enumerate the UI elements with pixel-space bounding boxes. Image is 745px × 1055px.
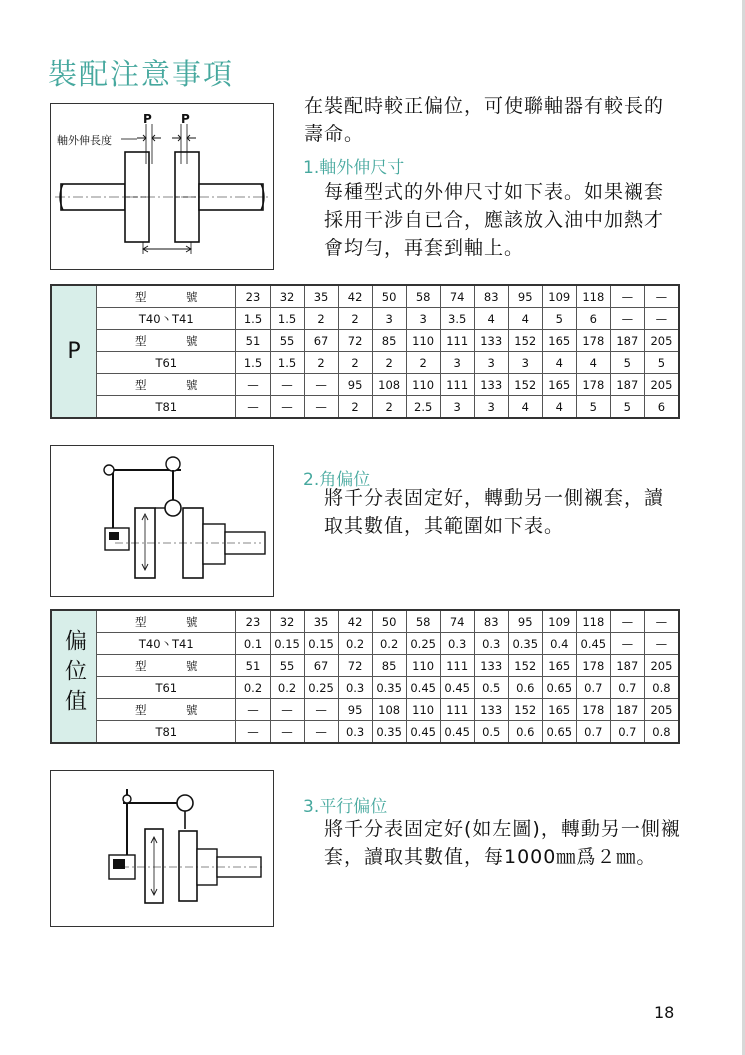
value-cell: — [270, 699, 304, 721]
value-cell: 3 [508, 352, 542, 374]
value-cell: 6 [644, 396, 679, 419]
value-cell: 23 [236, 285, 270, 308]
value-cell: 109 [542, 285, 576, 308]
value-cell: 5 [644, 352, 679, 374]
table-row [51, 610, 679, 633]
value-cell: 50 [372, 610, 406, 633]
p-marker-right: P [181, 112, 190, 126]
value-cell: 0.4 [542, 633, 576, 655]
value-cell: 0.7 [576, 677, 610, 699]
value-cell: 0.45 [406, 721, 440, 744]
model-cell: T61 [97, 352, 236, 374]
value-cell: — [270, 396, 304, 419]
angular-offset-diagram [50, 445, 274, 597]
value-cell: 2 [372, 396, 406, 419]
value-cell: 5 [610, 396, 644, 419]
value-cell: 187 [610, 374, 644, 396]
value-cell: 32 [270, 610, 304, 633]
value-cell: 0.3 [338, 721, 372, 744]
value-cell: 133 [474, 374, 508, 396]
value-cell: 0.25 [406, 633, 440, 655]
value-cell: 51 [236, 655, 270, 677]
value-cell: 23 [236, 610, 270, 633]
value-cell: 6 [576, 308, 610, 330]
model-cell: 型 號 [97, 610, 236, 633]
value-cell: — [610, 285, 644, 308]
table-row [51, 374, 679, 396]
section2-line-2: 取其數值，其範圍如下表。 [324, 515, 565, 537]
value-cell: 0.2 [372, 633, 406, 655]
value-cell: 178 [576, 655, 610, 677]
model-cell: T81 [97, 721, 236, 744]
value-cell: 133 [474, 699, 508, 721]
value-cell: 110 [406, 330, 440, 352]
value-cell: 0.45 [440, 721, 474, 744]
value-cell: 0.65 [542, 677, 576, 699]
value-cell: 1.5 [270, 308, 304, 330]
value-cell: 50 [372, 285, 406, 308]
value-cell: 0.35 [508, 633, 542, 655]
value-cell: 85 [372, 330, 406, 352]
value-cell: — [270, 721, 304, 744]
value-cell: 110 [406, 655, 440, 677]
p-marker-left: P [143, 112, 152, 126]
section3-line-2: 套，讀取其數值，每1000㎜爲２㎜。 [324, 846, 657, 868]
value-cell: 0.45 [440, 677, 474, 699]
value-cell: 2 [338, 396, 372, 419]
model-cell: 型 號 [97, 655, 236, 677]
value-cell: 1.5 [236, 308, 270, 330]
value-cell: 35 [304, 285, 338, 308]
value-cell: 205 [644, 655, 679, 677]
value-cell: — [644, 610, 679, 633]
value-cell: 5 [542, 308, 576, 330]
table-row [51, 308, 679, 330]
value-cell: 0.15 [270, 633, 304, 655]
value-cell: 32 [270, 285, 304, 308]
section2-line-1: 將千分表固定好，轉動另一側襯套，讀 [324, 487, 665, 509]
table-side-label [51, 610, 97, 743]
value-cell: 152 [508, 699, 542, 721]
value-cell: 0.15 [304, 633, 338, 655]
table-row [51, 285, 679, 308]
table-side-label: P [51, 285, 97, 418]
value-cell: 0.35 [372, 677, 406, 699]
table-row [51, 721, 679, 744]
value-cell: 0.1 [236, 633, 270, 655]
value-cell: 55 [270, 330, 304, 352]
value-cell: 83 [474, 285, 508, 308]
value-cell: 111 [440, 655, 474, 677]
value-cell: 0.2 [338, 633, 372, 655]
value-cell: — [304, 374, 338, 396]
value-cell: 51 [236, 330, 270, 352]
offset-table [50, 609, 680, 744]
value-cell: 165 [542, 330, 576, 352]
value-cell: 0.3 [474, 633, 508, 655]
value-cell: 2 [338, 352, 372, 374]
value-cell: 2 [304, 308, 338, 330]
table-row [51, 633, 679, 655]
value-cell: — [644, 285, 679, 308]
value-cell: 58 [406, 285, 440, 308]
value-cell: 3 [474, 396, 508, 419]
value-cell: — [644, 633, 679, 655]
value-cell: 110 [406, 699, 440, 721]
section2-heading: 2.角偏位 [303, 470, 371, 490]
value-cell: — [304, 396, 338, 419]
table-row [51, 699, 679, 721]
value-cell: 1.5 [236, 352, 270, 374]
value-cell: — [270, 374, 304, 396]
value-cell: 109 [542, 610, 576, 633]
value-cell: 110 [406, 374, 440, 396]
value-cell: — [236, 396, 270, 419]
value-cell: 42 [338, 285, 372, 308]
value-cell: — [236, 721, 270, 744]
section3-line-1: 將千分表固定好(如左圖)，轉動另一側襯 [324, 818, 681, 840]
model-cell: 型 號 [97, 374, 236, 396]
value-cell: 95 [508, 285, 542, 308]
value-cell: 111 [440, 330, 474, 352]
value-cell: 0.7 [610, 677, 644, 699]
value-cell: 72 [338, 655, 372, 677]
dial-gauge-drawing [51, 446, 273, 596]
value-cell: 187 [610, 330, 644, 352]
value-cell: 178 [576, 330, 610, 352]
value-cell: 58 [406, 610, 440, 633]
value-cell: 4 [576, 352, 610, 374]
value-cell: 0.2 [236, 677, 270, 699]
model-cell: 型 號 [97, 330, 236, 352]
section3-heading: 3.平行偏位 [303, 797, 388, 817]
table-row [51, 352, 679, 374]
value-cell: 2 [338, 308, 372, 330]
value-cell: 165 [542, 374, 576, 396]
value-cell: 4 [542, 352, 576, 374]
value-cell: 3 [440, 396, 474, 419]
value-cell: 0.5 [474, 677, 508, 699]
section1-line-3: 會均勻，再套到軸上。 [324, 237, 525, 259]
value-cell: 205 [644, 699, 679, 721]
table-row [51, 677, 679, 699]
value-cell: 95 [338, 699, 372, 721]
model-cell: 型 號 [97, 285, 236, 308]
value-cell: 2 [406, 352, 440, 374]
value-cell: 0.6 [508, 677, 542, 699]
value-cell: 0.8 [644, 721, 679, 744]
value-cell: 0.8 [644, 677, 679, 699]
parallel-gauge-drawing [51, 771, 273, 926]
value-cell: 111 [440, 699, 474, 721]
value-cell: 1.5 [270, 352, 304, 374]
value-cell: 3 [440, 352, 474, 374]
value-cell: 83 [474, 610, 508, 633]
value-cell: 3.5 [440, 308, 474, 330]
value-cell: 67 [304, 655, 338, 677]
page-number: 18 [654, 1003, 675, 1022]
shaft-extension-diagram [50, 103, 274, 270]
value-cell: 35 [304, 610, 338, 633]
shaft-extension-label: 軸外伸長度 [57, 134, 112, 147]
value-cell: 152 [508, 374, 542, 396]
value-cell: 85 [372, 655, 406, 677]
value-cell: — [644, 308, 679, 330]
value-cell: 187 [610, 655, 644, 677]
value-cell: 133 [474, 330, 508, 352]
value-cell: 0.45 [406, 677, 440, 699]
value-cell: 165 [542, 699, 576, 721]
value-cell: 178 [576, 374, 610, 396]
value-cell: 205 [644, 330, 679, 352]
value-cell: 133 [474, 655, 508, 677]
value-cell: 0.3 [338, 677, 372, 699]
value-cell: 95 [338, 374, 372, 396]
value-cell: 111 [440, 374, 474, 396]
value-cell: 4 [474, 308, 508, 330]
offset-value-label: 偏位值 [61, 628, 87, 719]
value-cell: 2 [304, 352, 338, 374]
value-cell: — [304, 721, 338, 744]
value-cell: 152 [508, 655, 542, 677]
value-cell: 152 [508, 330, 542, 352]
value-cell: 3 [406, 308, 440, 330]
value-cell: 4 [542, 396, 576, 419]
value-cell: 3 [474, 352, 508, 374]
value-cell: — [610, 610, 644, 633]
value-cell: 0.65 [542, 721, 576, 744]
value-cell: 74 [440, 610, 474, 633]
section1-heading: 1.軸外伸尺寸 [303, 158, 405, 178]
intro-line-1: 在裝配時較正偏位，可使聯軸器有較長的 [304, 95, 665, 117]
model-cell: T40丶T41 [97, 308, 236, 330]
value-cell: 72 [338, 330, 372, 352]
value-cell: 0.5 [474, 721, 508, 744]
section1-line-2: 採用干涉自已合，應該放入油中加熱才 [324, 209, 665, 231]
value-cell: 205 [644, 374, 679, 396]
value-cell: 42 [338, 610, 372, 633]
table-row [51, 330, 679, 352]
value-cell: 0.7 [576, 721, 610, 744]
value-cell: — [610, 633, 644, 655]
value-cell: 108 [372, 374, 406, 396]
value-cell: 118 [576, 285, 610, 308]
intro-line-2: 壽命。 [304, 123, 365, 145]
value-cell: 2.5 [406, 396, 440, 419]
model-cell: T40丶T41 [97, 633, 236, 655]
value-cell: 0.7 [610, 721, 644, 744]
value-cell: — [610, 308, 644, 330]
table-row [51, 655, 679, 677]
coupling-drawing [51, 104, 273, 269]
value-cell: 118 [576, 610, 610, 633]
model-cell: T61 [97, 677, 236, 699]
value-cell: 4 [508, 396, 542, 419]
value-cell: 2 [372, 352, 406, 374]
value-cell: 187 [610, 699, 644, 721]
value-cell: 178 [576, 699, 610, 721]
model-cell: T81 [97, 396, 236, 419]
value-cell: 67 [304, 330, 338, 352]
model-cell: 型 號 [97, 699, 236, 721]
value-cell: — [236, 699, 270, 721]
extension-table [50, 284, 680, 419]
page-title: 裝配注意事項 [48, 57, 235, 91]
parallel-offset-diagram [50, 770, 274, 927]
value-cell: — [236, 374, 270, 396]
value-cell: 0.6 [508, 721, 542, 744]
value-cell: 0.2 [270, 677, 304, 699]
value-cell: 74 [440, 285, 474, 308]
value-cell: — [304, 699, 338, 721]
value-cell: 3 [372, 308, 406, 330]
value-cell: 0.25 [304, 677, 338, 699]
value-cell: 165 [542, 655, 576, 677]
value-cell: 4 [508, 308, 542, 330]
value-cell: 5 [610, 352, 644, 374]
value-cell: 5 [576, 396, 610, 419]
value-cell: 0.45 [576, 633, 610, 655]
value-cell: 55 [270, 655, 304, 677]
value-cell: 0.35 [372, 721, 406, 744]
table-row [51, 396, 679, 419]
section1-line-1: 每種型式的外伸尺寸如下表。如果襯套 [324, 181, 665, 203]
value-cell: 0.3 [440, 633, 474, 655]
value-cell: 95 [508, 610, 542, 633]
value-cell: 108 [372, 699, 406, 721]
